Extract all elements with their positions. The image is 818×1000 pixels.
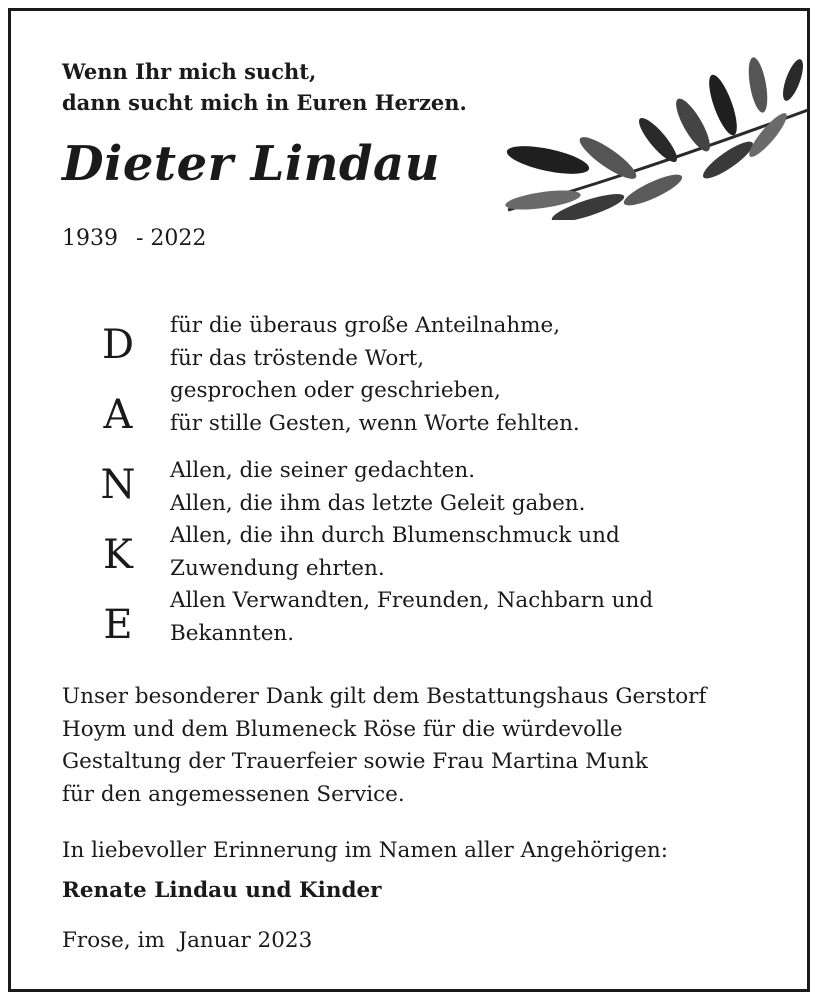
thanks-line: Bekannten.	[170, 620, 295, 646]
thanks-line: Allen, die ihn durch Blumenschmuck und	[170, 523, 620, 548]
thanks-line: für stille Gesten, wenn Worte fehlten.	[170, 410, 580, 436]
motto	[62, 56, 467, 118]
signers: Renate Lindau und Kinder	[62, 878, 382, 903]
danke-letters	[96, 310, 140, 660]
thanks-line: für die überaus große Anteilnahme,	[170, 313, 561, 338]
special-thanks-line: Gestaltung der Trauerfeier sowie Frau Martina Munk	[62, 749, 648, 774]
life-dates	[62, 226, 206, 251]
birth-year: 1939	[62, 226, 118, 251]
deceased-name: Dieter Lindau	[62, 136, 441, 192]
thanks-line: Allen Verwandten, Freunden, Nachbarn und	[170, 588, 654, 613]
olive-branch-icon	[488, 40, 813, 220]
special-thanks-line: Hoym und dem Blumeneck Röse für die würdevolle	[62, 716, 623, 742]
motto-line: dann sucht mich in Euren Herzen.	[62, 90, 467, 115]
special-thanks-line: Unser besonderer Dank gilt dem Bestattungshaus Gerstorf	[62, 684, 707, 709]
danke-letter: N	[100, 462, 136, 508]
danke-letter: A	[103, 392, 133, 438]
thanks-line: gesprochen oder geschrieben,	[170, 378, 501, 403]
death-year: - 2022	[136, 226, 207, 251]
danke-letter: E	[103, 602, 133, 648]
thanks-line: Zuwendung ehrten.	[170, 555, 385, 581]
danke-letter: D	[101, 322, 135, 368]
special-thanks	[62, 681, 706, 811]
thanks-line: Allen, die ihm das letzte Geleit gaben.	[170, 490, 586, 516]
danke-letter: K	[103, 532, 133, 578]
memory-line: In liebevoller Erinnerung im Namen aller Angehörigen:	[62, 838, 668, 863]
motto-line: Wenn Ihr mich sucht,	[62, 59, 317, 84]
thanks-block-1	[170, 310, 580, 440]
thanks-block-2	[170, 455, 653, 650]
thanks-line: Allen, die seiner gedachten.	[170, 458, 476, 483]
place-date: Frose, im Januar 2023	[62, 928, 313, 953]
thanks-line: für das tröstende Wort,	[170, 345, 425, 371]
special-thanks-line: für den angemessenen Service.	[62, 781, 405, 807]
